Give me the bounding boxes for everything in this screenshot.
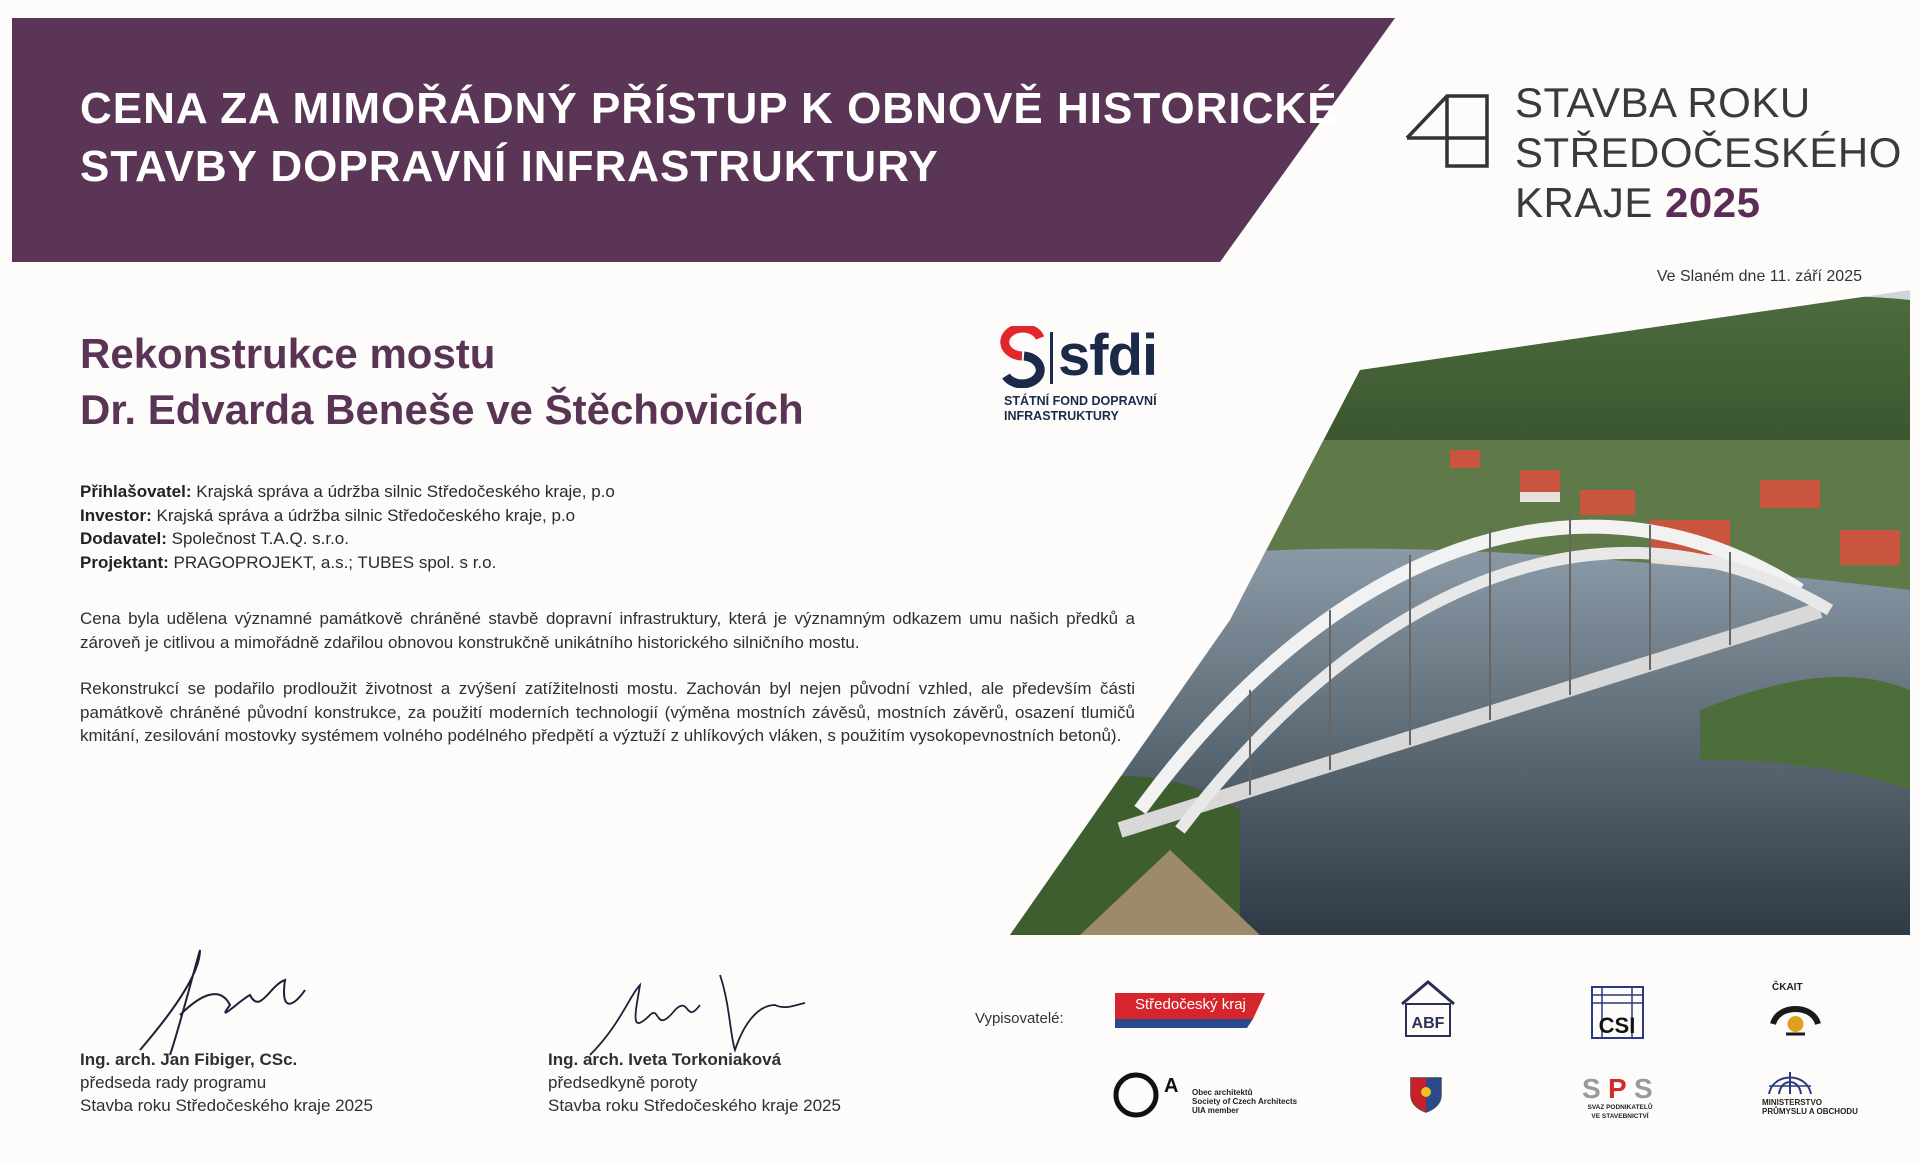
svg-text:P: P [1608, 1073, 1627, 1102]
stc-label: Středočeský kraj [1135, 996, 1246, 1013]
svg-text:CSI: CSI [1598, 1013, 1636, 1038]
award-reason-paragraph: Cena byla udělena významné památkově chráněné stavbě dopravní infrastruktury, která je významným odkazem umu našich předků a zároveň je citlivou a mimořádně zdařilou obnovou konstrukčně unikátního historického silničního mostu. [80, 609, 1135, 652]
signatory-torkoniakova [548, 1048, 841, 1117]
mpo-caption [1762, 1098, 1858, 1116]
svg-text:S: S [1634, 1073, 1653, 1102]
logo-line1: STAVBA ROKU [1515, 79, 1811, 126]
credit-row [80, 551, 615, 575]
stavba-roku-logo-text [1515, 78, 1902, 228]
mpo-caption-line1: MINISTERSTVO [1762, 1098, 1823, 1107]
ckait-logo-icon [1768, 996, 1823, 1038]
logo-line3-prefix: KRAJE [1515, 179, 1653, 226]
credits-list [80, 480, 615, 574]
signatory-program: Stavba roku Středočeského kraje 2025 [548, 1096, 841, 1115]
credit-label: Přihlašovatel: [80, 482, 192, 501]
signatory-name: Ing. arch. Iveta Torkoniaková [548, 1050, 782, 1069]
mpo-caption-line2: PRŮMYSLU A OBCHODU [1762, 1107, 1858, 1116]
credit-value: Krajská správa a údržba silnic Středočeského kraje, p.o [156, 505, 576, 525]
award-title [80, 80, 1338, 196]
sfdi-subtitle-line2: INFRASTRUKTURY [1004, 409, 1119, 423]
logo-line2: STŘEDOČESKÉHO [1515, 129, 1902, 176]
reconstruction-paragraph: Rekonstrukcí se podařilo prodloužit životnost a zvýšení zatížitelnosti mostu. Zachován byl nejen původní vzhled, ale především části památkově chráněné původní konstrukce, za použití moderních technologií (výměna mostních závěsů, mostních závěrů, osazení tlumičů kmitání, zesilování mostovky systémem volného podélného předpětí a výztuží z uhlíkových vláken, s použitím vysokopevnostních betonů). [80, 679, 1135, 745]
credit-row [80, 480, 615, 504]
award-title-line1: CENA ZA MIMOŘÁDNÝ PŘÍSTUP K OBNOVĚ HISTORICKÉ [80, 84, 1338, 133]
stc-blue-bar [1115, 1019, 1265, 1028]
signature-fibiger [120, 945, 310, 1060]
sps-logo-icon [1578, 1072, 1662, 1102]
credit-row [80, 527, 615, 551]
svg-text:A: A [1164, 1075, 1179, 1097]
oa-caption-line2: Society of Czech Architects [1192, 1097, 1298, 1106]
organisers-label: Vypisovatelé: [975, 1010, 1064, 1027]
signatory-fibiger [80, 1048, 373, 1117]
sps-caption-line2: VE STAVEBNICTVÍ [1591, 1113, 1649, 1120]
house-outline-icon [1405, 90, 1495, 168]
signatory-role: předseda rady programu [80, 1073, 267, 1092]
credit-label: Investor: [80, 505, 152, 525]
place-date: Ve Slaném dne 11. září 2025 [1656, 268, 1862, 285]
credit-value: Společnost T.A.Q. s.r.o. [171, 529, 349, 548]
mpo-logo-icon [1765, 1064, 1815, 1098]
signatory-program: Stavba roku Středočeského kraje 2025 [80, 1096, 373, 1115]
csi-logo-icon [1590, 985, 1645, 1040]
award-title-line2: STAVBY DOPRAVNÍ INFRASTRUKTURY [80, 142, 939, 191]
project-title [80, 326, 804, 438]
svg-text:S: S [1582, 1073, 1601, 1102]
svg-text:ABF: ABF [1411, 1015, 1445, 1032]
oa-logo-icon [1112, 1068, 1190, 1118]
signatory-role: předsedkyně poroty [548, 1073, 698, 1092]
project-title-line1: Rekonstrukce mostu [80, 330, 496, 377]
credit-row [80, 504, 615, 528]
sfdi-wordmark: sfdi [1058, 323, 1158, 388]
sps-caption-line1: SVAZ PODNIKATELŮ [1587, 1104, 1653, 1111]
credit-value: PRAGOPROJEKT, a.s.; TUBES spol. s r.o. [173, 552, 497, 572]
project-title-line2: Dr. Edvarda Beneše ve Štěchovicích [80, 386, 804, 433]
oa-caption [1192, 1088, 1297, 1115]
credit-value: Krajská správa a údržba silnic Středočeského kraje, p.o [196, 482, 615, 501]
bridge-aerial-photo [1000, 290, 1910, 935]
logo-line3 [1515, 178, 1902, 228]
abf-logo-icon [1398, 978, 1458, 1040]
oa-caption-line3: UIA member [1192, 1106, 1239, 1115]
credit-label: Projektant: [80, 552, 169, 572]
oa-caption-line1: Obec architektů [1192, 1088, 1253, 1097]
signatory-name: Ing. arch. Jan Fibiger, CSc. [80, 1050, 298, 1069]
sps-caption [1580, 1103, 1660, 1121]
stredocesky-kraj-logo [1115, 993, 1265, 1031]
logo-year: 2025 [1665, 179, 1761, 226]
kraj-coat-of-arms-icon [1408, 1075, 1444, 1113]
credit-label: Dodavatel: [80, 529, 167, 548]
sfdi-subtitle-line1: STÁTNÍ FOND DOPRAVNÍ [1004, 394, 1157, 408]
ckait-label: ČKAIT [1772, 982, 1803, 993]
